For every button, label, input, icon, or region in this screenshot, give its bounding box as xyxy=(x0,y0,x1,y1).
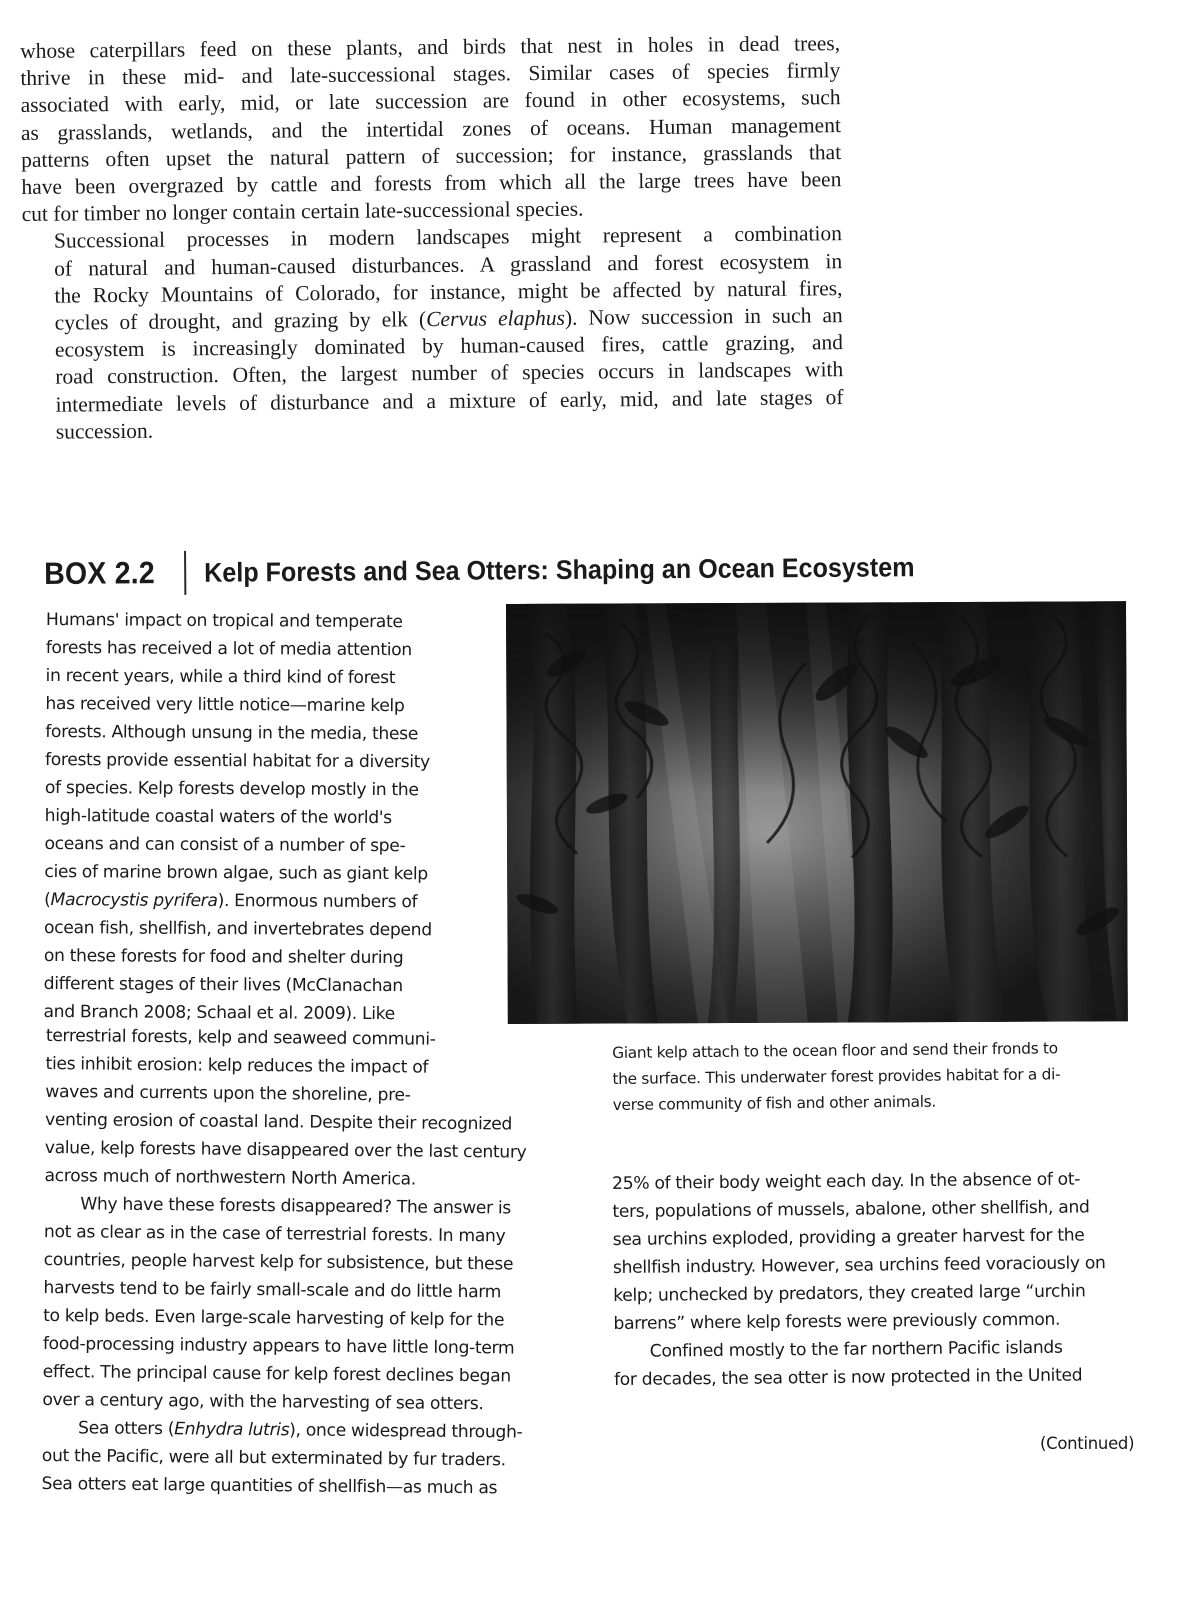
text-fragment: ), once widespread through- xyxy=(289,1420,523,1443)
text-line: cies of marine brown algae, such as giant kelp xyxy=(44,861,428,885)
text-line: road construction. Often, the largest number of species occurs in landscapes with xyxy=(55,357,844,390)
text-line: as grasslands, wetlands, and the intertidal zones of oceans. Human management xyxy=(20,112,841,145)
text-fragment: cycles of drought, and grazing by elk ( xyxy=(54,307,427,335)
text-line: of natural and human-caused disturbances. A grassland and forest ecosystem in xyxy=(54,248,843,281)
text-line: in recent years, while a third kind of forest xyxy=(45,665,396,689)
top-body-text xyxy=(20,30,844,446)
text-line: forests. Although unsung in the media, these xyxy=(45,721,419,745)
text-line: Confined mostly to the far northern Pacific islands xyxy=(649,1337,1063,1362)
text-line: kelp; unchecked by predators, they created large “urchin xyxy=(613,1281,1086,1306)
text-fragment: ). Now succession in such an xyxy=(564,303,843,330)
box-left-column-lower xyxy=(41,1022,527,1503)
box-heading xyxy=(44,540,1004,600)
text-line: to kelp beds. Even large-scale harvesting of kelp for the xyxy=(43,1305,505,1331)
text-line: high-latitude coastal waters of the world's xyxy=(44,805,392,829)
text-line: ties inhibit erosion: kelp reduces the impact of xyxy=(45,1053,429,1078)
caption-line: Giant kelp attach to the ocean floor and send their fronds to xyxy=(612,1039,1058,1062)
text-line: has received very little notice—marine kelp xyxy=(45,693,405,717)
text-line: food-processing industry appears to have little long-term xyxy=(42,1333,515,1359)
caption-line: the surface. This underwater forest provides habitat for a di- xyxy=(612,1065,1061,1088)
text-line: Why have these forests disappeared? The answer is xyxy=(80,1194,512,1219)
text-line: on these forests for food and shelter during xyxy=(43,945,404,969)
text-line: Sea otters eat large quantities of shellfish—as much as xyxy=(41,1473,498,1499)
text-line: not as clear as in the case of terrestrial forests. In many xyxy=(43,1221,506,1247)
text-line: Successional processes in modern landscapes might represent a combination xyxy=(53,221,843,254)
box-right-column xyxy=(612,1165,1107,1394)
text-line: over a century ago, with the harvesting of sea otters. xyxy=(42,1389,484,1415)
text-line: terrestrial forests, kelp and seaweed communi- xyxy=(45,1025,436,1050)
text-line: the Rocky Mountains of Colorado, for instance, might be affected by natural fires, xyxy=(54,275,843,308)
text-line: thrive in these mid- and late-successional stages. Similar cases of species firmly xyxy=(20,58,841,91)
text-line: whose caterpillars feed on these plants, and birds that nest in holes in dead trees, xyxy=(20,31,841,63)
paragraph-succession-species xyxy=(20,30,842,228)
paragraph-successional-processes xyxy=(22,221,844,446)
continued-note: (Continued) xyxy=(1040,1434,1135,1453)
box-left-column-upper xyxy=(43,606,433,1028)
text-line: countries, people harvest kelp for subsistence, but these xyxy=(43,1249,514,1275)
text-line: have been overgrazed by cattle and forests from which all the large trees have been xyxy=(21,167,842,200)
text-line: associated with early, mid, or late succession are found in other ecosystems, such xyxy=(20,85,841,118)
text-line: harvests tend to be fairly small-scale and do little harm xyxy=(43,1277,502,1303)
text-line: shellfish industry. However, sea urchins feed voraciously on xyxy=(612,1253,1106,1278)
text-line: intermediate levels of disturbance and a mixture of early, mid, and late stages of xyxy=(55,384,844,417)
text-line: succession. xyxy=(55,418,154,444)
text-fragment: Sea otters ( xyxy=(78,1418,175,1440)
text-line: across much of northwestern North America. xyxy=(44,1165,416,1190)
text-line: effect. The principal cause for kelp forest declines began xyxy=(42,1361,511,1387)
species-name-elk: Cervus elaphus xyxy=(426,305,566,332)
heading-divider xyxy=(184,551,186,595)
text-line: for decades, the sea otter is now protected in the United xyxy=(613,1365,1083,1390)
text-line: waves and currents upon the shoreline, pre- xyxy=(45,1081,411,1106)
text-line: ocean fish, shellfish, and invertebrates depend xyxy=(43,917,432,941)
text-line: 25% of their body weight each day. In the absence of ot- xyxy=(612,1169,1081,1194)
text-line: ecosystem is increasingly dominated by human-caused fires, cattle grazing, and xyxy=(54,330,844,362)
species-name-sea-otter: Enhydra lutris xyxy=(174,1419,290,1441)
text-line: and Branch 2008; Schaal et al. 2009). Like xyxy=(43,1001,395,1025)
text-line: patterns often upset the natural pattern of succession; for instance, grasslands that xyxy=(21,139,842,172)
text-line: sea urchins exploded, providing a greater harvest for the xyxy=(612,1225,1085,1250)
text-line: value, kelp forests have disappeared over the last century xyxy=(44,1137,527,1163)
text-line: forests provide essential habitat for a diversity xyxy=(44,749,430,773)
kelp-forest-photo xyxy=(506,601,1128,1024)
box-title: Kelp Forests and Sea Otters: Shaping an Ocean Ecosystem xyxy=(203,551,915,588)
text-line: venting erosion of coastal land. Despite their recognized xyxy=(44,1109,513,1135)
text-line: cut for timber no longer contain certain late-successional species. xyxy=(21,196,584,227)
text-line: ters, populations of mussels, abalone, other shellfish, and xyxy=(612,1197,1090,1222)
text-line: out the Pacific, were all but exterminated by fur traders. xyxy=(41,1445,506,1471)
species-name-giant-kelp: Macrocystis pyrifera xyxy=(50,890,218,912)
text-line: forests has received a lot of media attention xyxy=(45,637,412,661)
photo-caption xyxy=(612,1035,1061,1118)
text-line: (Macrocystis pyrifera). Enormous numbers of xyxy=(44,889,418,913)
text-line: different stages of their lives (McClanachan xyxy=(43,973,403,997)
text-fragment: ). Enormous numbers of xyxy=(217,891,418,913)
text-line: oceans and can consist of a number of spe- xyxy=(44,833,406,857)
caption-line: verse community of fish and other animals. xyxy=(612,1092,937,1114)
text-line: of species. Kelp forests develop mostly in the xyxy=(44,777,419,801)
box-number: BOX 2.2 xyxy=(44,555,156,591)
text-line: barrens” where kelp forests were previously common. xyxy=(613,1309,1061,1334)
text-line: Humans' impact on tropical and temperate xyxy=(45,609,403,633)
